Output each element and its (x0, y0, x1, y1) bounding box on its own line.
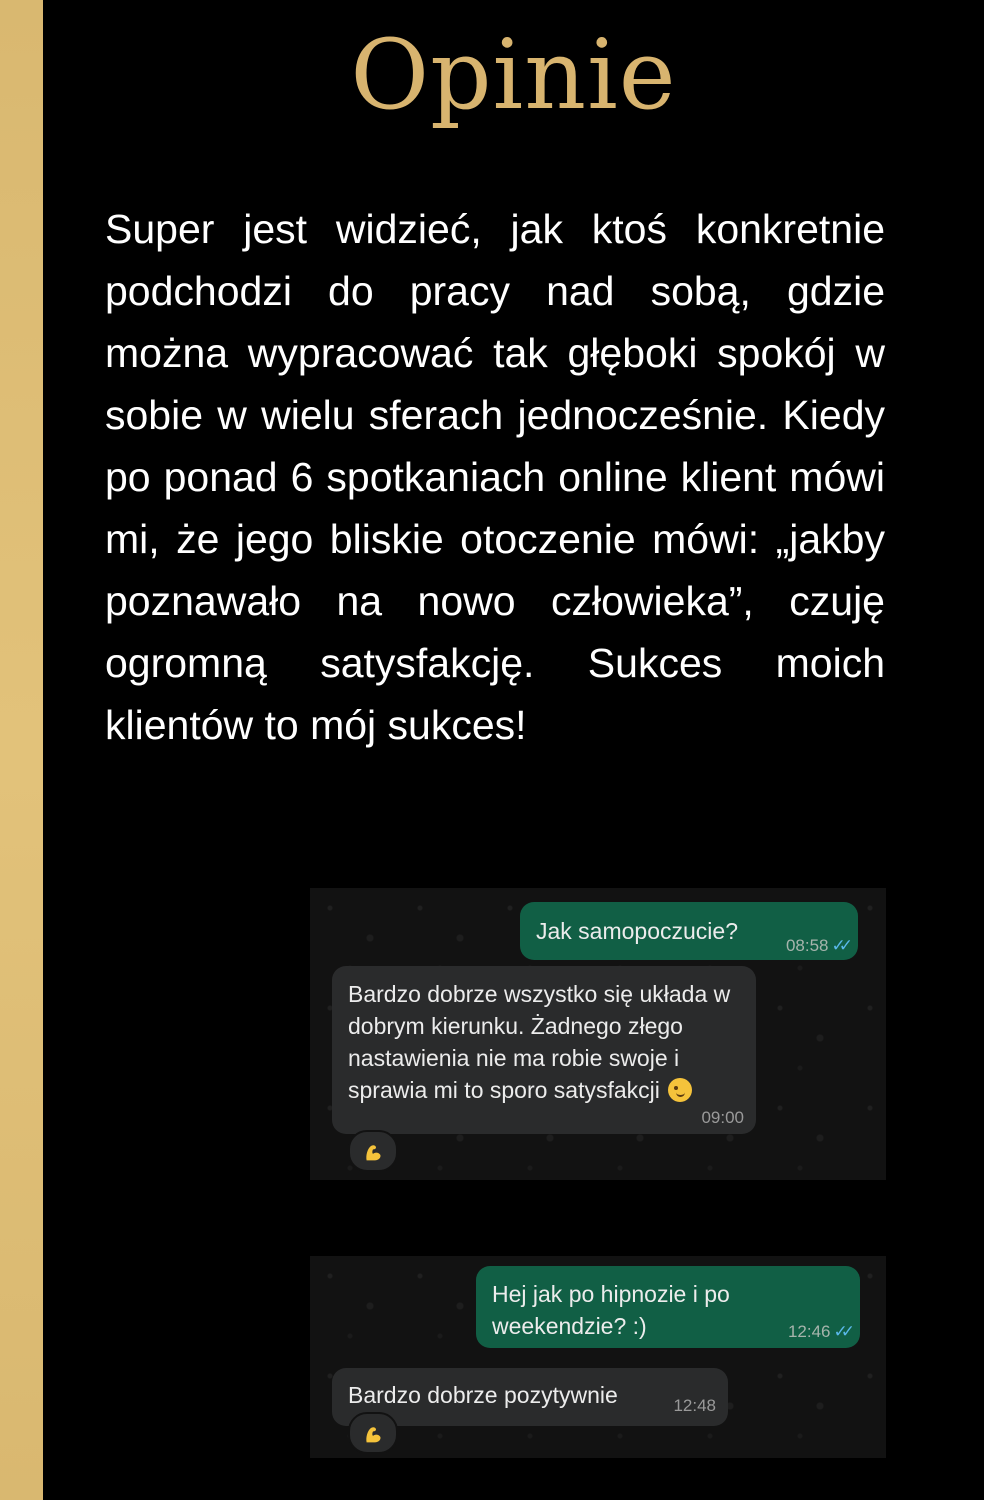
message-body: Bardzo dobrze wszystko się układa w dobrym kierunku. Żadnego złego nastawienia nie ma robie swoje i sprawia mi to sporo satysfakcji (348, 981, 731, 1103)
gold-side-bar (0, 0, 43, 1500)
outgoing-message (476, 1266, 860, 1348)
read-ticks-icon: ✓✓ (833, 1322, 848, 1341)
message-text (348, 978, 740, 1106)
message-text: Hej jak po hipnozie i po weekendzie? :) (492, 1281, 730, 1339)
outgoing-message (520, 902, 858, 960)
testimonial-text: Super jest widzieć, jak ktoś konkretnie podchodzi do pracy nad sobą, gdzie można wypracować tak głęboki spokój w sobie w wielu sferach jednocześnie. Kiedy po ponad 6 spotkaniach online klient mówi mi, że jego bliskie otoczenie mówi: „jakby poznawało na nowo człowieka”, czuję ogromną satysfakcję. Sukces moich klientów to mój sukces! (105, 206, 885, 748)
incoming-message (332, 966, 756, 1134)
flexed-biceps-icon (362, 1424, 384, 1446)
message-time: 12:46 (787, 1322, 831, 1341)
message-time: 08:58 (785, 936, 829, 955)
reaction-badge[interactable] (348, 1412, 398, 1454)
page-title: Opinie (350, 19, 677, 131)
chat-screenshot-2 (310, 1256, 886, 1458)
winking-face-icon (668, 1078, 692, 1102)
message-time: 12:48 (673, 1396, 716, 1415)
reaction-badge[interactable] (348, 1130, 398, 1172)
message-text: Jak samopoczucie? (536, 918, 738, 944)
message-meta (788, 1322, 848, 1342)
message-time: 09:00 (701, 1108, 744, 1127)
flexed-biceps-icon (362, 1142, 384, 1164)
message-text: Bardzo dobrze pozytywnie (348, 1382, 618, 1408)
chat-screenshot-1 (310, 888, 886, 1180)
read-ticks-icon: ✓✓ (831, 936, 846, 955)
message-meta (786, 936, 846, 956)
